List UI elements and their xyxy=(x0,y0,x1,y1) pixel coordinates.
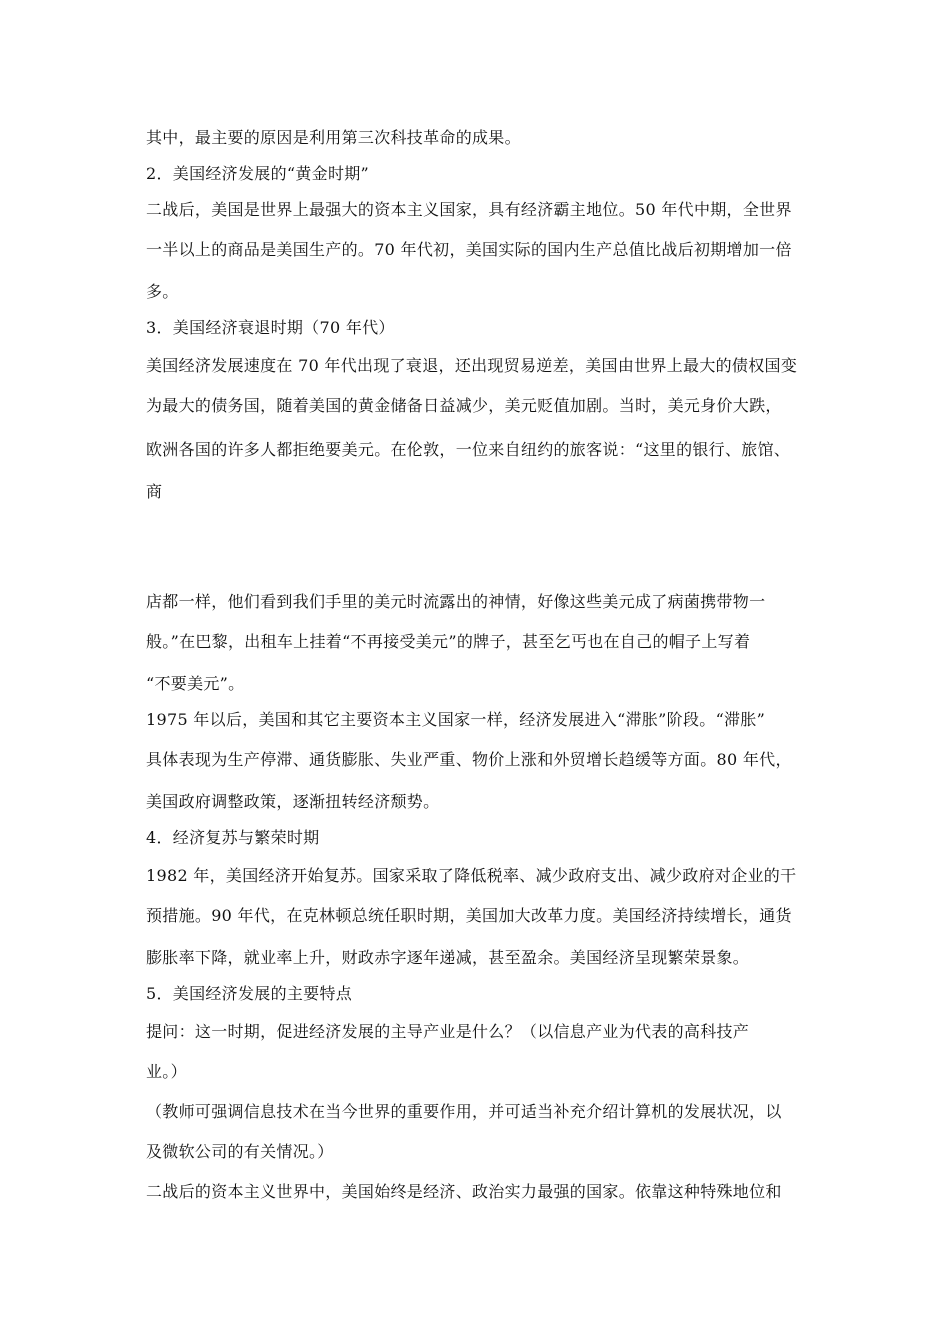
text-line: （教师可强调信息技术在当今世界的重要作用，并可适当补充介绍计算机的发展状况，以 xyxy=(146,1102,782,1121)
text-line: 二战后的资本主义世界中，美国始终是经济、政治实力最强的国家。依靠这种特殊地位和 xyxy=(146,1182,782,1201)
text-line: 般。”在巴黎，出租车上挂着“不再接受美元”的牌子，甚至乞丐也在自己的帽子上写着 xyxy=(146,632,751,651)
text-line: 业。） xyxy=(146,1062,187,1081)
text-line: 店都一样，他们看到我们手里的美元时流露出的神情，好像这些美元成了病菌携带物一 xyxy=(146,592,766,611)
text-line: 其中，最主要的原因是利用第三次科技革命的成果。 xyxy=(146,128,521,147)
text-line: 具体表现为生产停滞、通货膨胀、失业严重、物价上涨和外贸增长趋缓等方面。80 年代， xyxy=(146,750,792,769)
text-line: 美国经济发展速度在 70 年代出现了衰退，还出现贸易逆差，美国由世界上最大的债权国变 xyxy=(146,356,798,375)
text-line: 二战后，美国是世界上最强大的资本主义国家，具有经济霸主地位。50 年代中期，全世界 xyxy=(146,200,792,219)
text-line: 一半以上的商品是美国生产的。70 年代初，美国实际的国内生产总值比战后初期增加一倍 xyxy=(146,240,792,259)
text-line: 1982 年，美国经济开始复苏。国家采取了降低税率、减少政府支出、减少政府对企业的干 xyxy=(146,866,797,885)
text-line: 欧洲各国的许多人都拒绝要美元。在伦敦，一位来自纽约的旅客说：“这里的银行、旅馆、 xyxy=(146,440,791,459)
text-line: 1975 年以后，美国和其它主要资本主义国家一样，经济发展进入“滞胀”阶段。“滞胀” xyxy=(146,710,766,729)
text-line: 商 xyxy=(146,482,163,501)
text-line: “不要美元”。 xyxy=(146,674,245,693)
text-line: 膨胀率下降，就业率上升，财政赤字逐年递减，甚至盈余。美国经济呈现繁荣景象。 xyxy=(146,948,750,967)
text-line: 多。 xyxy=(146,282,179,301)
section-heading: 2．美国经济发展的“黄金时期” xyxy=(146,164,370,183)
text-line: 提问：这一时期，促进经济发展的主导产业是什么？（以信息产业为代表的高科技产 xyxy=(146,1022,750,1041)
text-line: 及微软公司的有关情况。） xyxy=(146,1142,334,1161)
text-line: 预措施。90 年代，在克林顿总统任职时期，美国加大改革力度。美国经济持续增长，通货 xyxy=(146,906,792,925)
text-line: 为最大的债务国，随着美国的黄金储备日益减少，美元贬值加剧。当时，美元身价大跌， xyxy=(146,396,782,415)
section-heading: 4．经济复苏与繁荣时期 xyxy=(146,828,320,847)
text-line: 美国政府调整政策，逐渐扭转经济颓势。 xyxy=(146,792,440,811)
section-heading: 3．美国经济衰退时期（70 年代） xyxy=(146,318,395,337)
section-heading: 5．美国经济发展的主要特点 xyxy=(146,984,353,1003)
